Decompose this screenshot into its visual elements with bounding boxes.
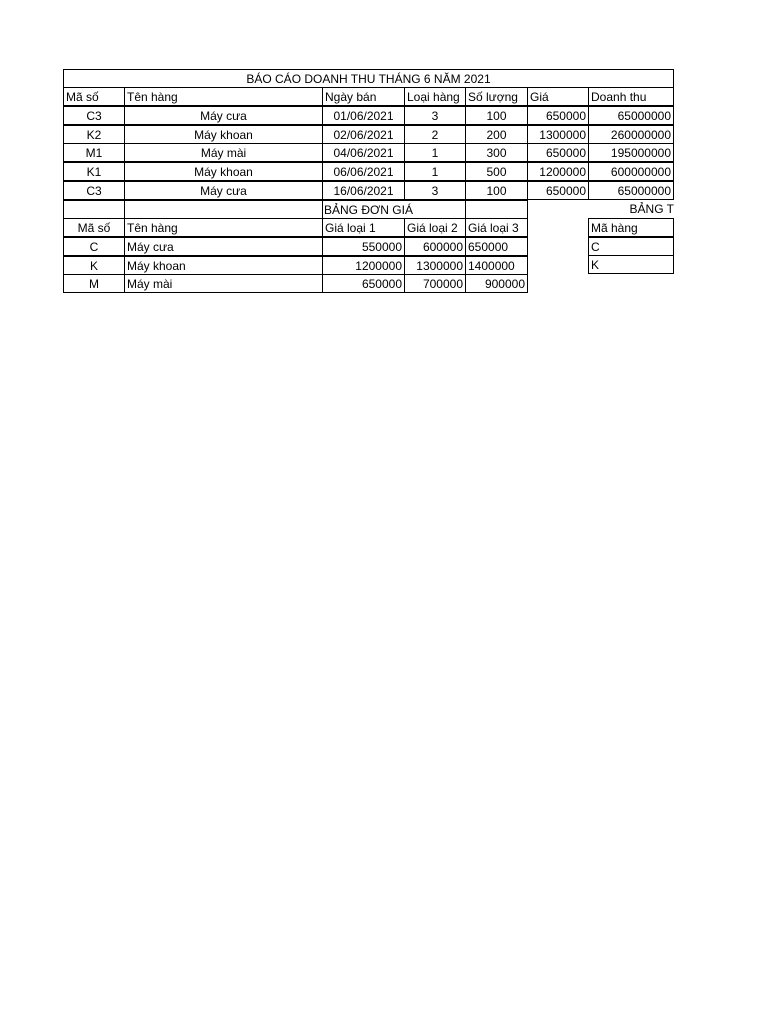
price-cell-loai-2: 600000 [404, 237, 466, 256]
report-cell-so-luong: 100 [465, 181, 528, 200]
report-cell-gia: 650000 [527, 181, 589, 200]
report-cell-ten-hang: Máy mài [124, 143, 323, 162]
price-header-ma-so: Mã số [63, 218, 125, 237]
report-cell-ngay-ban: 01/06/2021 [322, 106, 405, 125]
price-cell-ten-hang: Máy khoan [124, 256, 323, 275]
price-title-blank-1 [63, 200, 125, 219]
price-header-loai-2: Giá loại 2 [404, 218, 466, 237]
price-cell-ma-so: K [63, 256, 125, 275]
report-cell-ten-hang: Máy khoan [124, 125, 323, 144]
side-row-k: K [588, 255, 674, 274]
report-cell-ngay-ban: 02/06/2021 [322, 125, 405, 144]
price-cell-loai-1: 550000 [322, 237, 405, 256]
price-cell-loai-3: 900000 [465, 274, 528, 293]
side-header-ma-hang: Mã hàng [588, 218, 674, 237]
price-cell-loai-2: 700000 [404, 274, 466, 293]
report-cell-ma-so: K2 [63, 125, 125, 144]
header-ngay-ban: Ngày bán [322, 87, 405, 106]
report-cell-ma-so: M1 [63, 143, 125, 162]
price-table-title: BẢNG ĐƠN GIÁ [322, 200, 472, 219]
report-cell-gia: 650000 [527, 106, 589, 125]
report-cell-ngay-ban: 04/06/2021 [322, 143, 405, 162]
side-table-title: BẢNG T [629, 202, 674, 216]
report-cell-doanh-thu: 195000000 [588, 143, 674, 162]
price-cell-ma-so: M [63, 274, 125, 293]
header-ma-so: Mã số [63, 87, 125, 106]
price-cell-ma-so: C [63, 237, 125, 256]
price-cell-ten-hang: Máy cưa [124, 237, 323, 256]
price-cell-loai-2: 1300000 [404, 256, 466, 275]
header-gia: Giá [527, 87, 589, 106]
price-cell-loai-3: 650000 [465, 237, 528, 256]
price-title-blank-2 [124, 200, 323, 219]
report-cell-doanh-thu: 65000000 [588, 106, 674, 125]
report-cell-ngay-ban: 06/06/2021 [322, 162, 405, 181]
header-loai-hang: Loại hàng [404, 87, 466, 106]
report-cell-ten-hang: Máy cưa [124, 106, 323, 125]
report-cell-so-luong: 500 [465, 162, 528, 181]
header-ten-hang: Tên hàng [124, 87, 323, 106]
report-cell-ma-so: K1 [63, 162, 125, 181]
header-so-luong: Số lượng [465, 87, 528, 106]
report-cell-ma-so: C3 [63, 181, 125, 200]
report-cell-loai-hang: 2 [404, 125, 466, 144]
price-cell-loai-1: 650000 [322, 274, 405, 293]
report-cell-loai-hang: 1 [404, 143, 466, 162]
report-cell-so-luong: 100 [465, 106, 528, 125]
report-cell-gia: 1200000 [527, 162, 589, 181]
report-cell-ma-so: C3 [63, 106, 125, 125]
report-cell-so-luong: 200 [465, 125, 528, 144]
report-cell-doanh-thu: 260000000 [588, 125, 674, 144]
spreadsheet [63, 69, 674, 295]
price-header-loai-3: Giá loại 3 [465, 218, 528, 237]
price-header-loai-1: Giá loại 1 [322, 218, 405, 237]
report-cell-doanh-thu: 65000000 [588, 181, 674, 200]
report-cell-ngay-ban: 16/06/2021 [322, 181, 405, 200]
price-title-border [465, 200, 528, 219]
report-cell-gia: 650000 [527, 143, 589, 162]
header-doanh-thu: Doanh thu [588, 87, 674, 106]
report-cell-ten-hang: Máy khoan [124, 162, 323, 181]
report-cell-loai-hang: 3 [404, 106, 466, 125]
price-cell-loai-1: 1200000 [322, 256, 405, 275]
report-title: BÁO CÁO DOANH THU THÁNG 6 NĂM 2021 [63, 69, 674, 88]
price-header-ten-hang: Tên hàng [124, 218, 323, 237]
side-row-c: C [588, 237, 674, 256]
report-cell-doanh-thu: 600000000 [588, 162, 674, 181]
price-cell-loai-3: 1400000 [465, 256, 528, 275]
price-cell-ten-hang: Máy mài [124, 274, 323, 293]
report-cell-so-luong: 300 [465, 143, 528, 162]
report-cell-loai-hang: 1 [404, 162, 466, 181]
report-cell-loai-hang: 3 [404, 181, 466, 200]
report-cell-gia: 1300000 [527, 125, 589, 144]
report-cell-ten-hang: Máy cưa [124, 181, 323, 200]
